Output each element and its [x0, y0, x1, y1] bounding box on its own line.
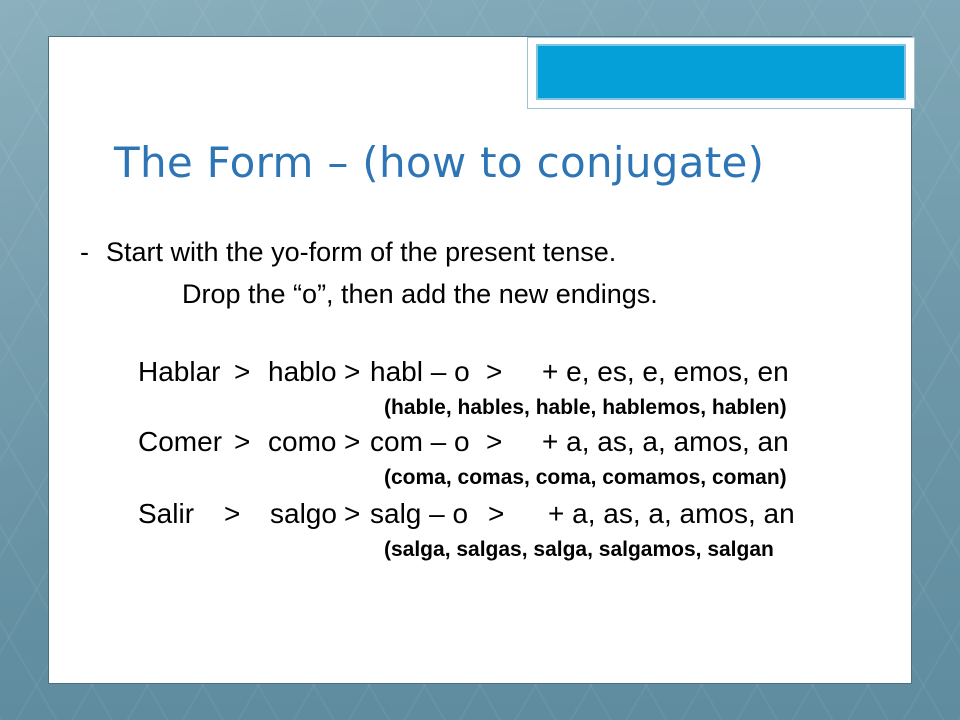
bullet-line-2: Drop the “o”, then add the new endings. [182, 279, 658, 309]
verb-separator: > [234, 356, 251, 387]
bullet-line-1: Start with the yo-form of the present tense. [106, 237, 617, 267]
verb-forms-comer: (coma, comas, coma, comamos, coman) [384, 466, 787, 489]
verb-stem: salg – o [370, 498, 469, 529]
verb-stem: habl – o [370, 356, 470, 387]
verb-separator: > [234, 426, 251, 457]
verb-separator: > [486, 356, 503, 387]
verb-separator: > [344, 356, 361, 387]
accent-tab-fill [536, 44, 906, 100]
verb-stem: com – o [370, 426, 470, 457]
verb-forms-salir: (salga, salgas, salga, salgamos, salgan [384, 538, 774, 561]
verb-endings: + a, as, a, amos, an [542, 426, 789, 457]
verb-yo-form: salgo [270, 498, 337, 529]
verb-separator: > [344, 426, 361, 457]
verb-separator: > [488, 498, 505, 529]
verb-infinitive: Hablar [138, 356, 221, 387]
verb-separator: > [344, 498, 361, 529]
verb-separator: > [486, 426, 503, 457]
verb-yo-form: hablo [268, 356, 337, 387]
verb-infinitive: Comer [138, 426, 223, 457]
accent-tab [527, 37, 915, 109]
verb-separator: > [224, 498, 241, 529]
verb-yo-form: como [268, 426, 337, 457]
verb-endings: + a, as, a, amos, an [548, 498, 795, 529]
verb-forms-hablar: (hable, hables, hable, hablemos, hablen) [384, 396, 787, 419]
verb-infinitive: Salir [138, 498, 195, 529]
bullet-dash: - [80, 237, 89, 267]
verb-endings: + e, es, e, emos, en [542, 356, 789, 387]
slide-title: The Form – (how to conjugate) [114, 138, 765, 187]
